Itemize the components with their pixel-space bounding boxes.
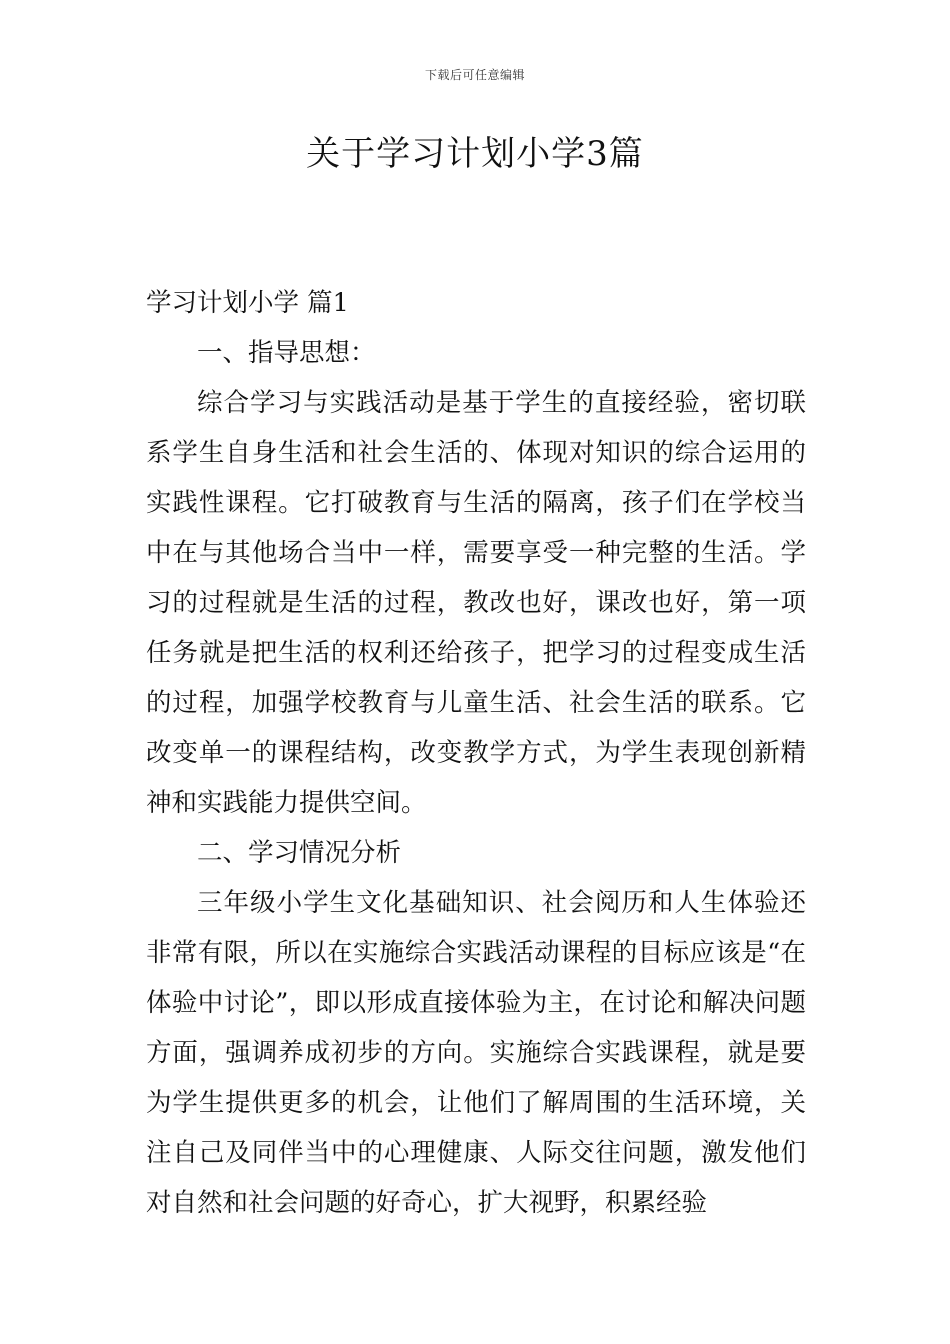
- paragraph-learning-analysis: 三年级小学生文化基础知识、社会阅历和人生体验还非常有限，所以在实施综合实践活动课程的目标应该是“在体验中讨论”，即以形成直接体验为主，在讨论和解决问题方面，强调养成初步的方向。实施综合实践课程，就是要为学生提供更多的机会，让他们了解周围的生活环境，关注自己及同伴当中的心理健康、人际交往问题，激发他们对自然和社会问题的好奇心，扩大视野，积累经验: [146, 888, 806, 1218]
- section-label: 学习计划小学 篇1: [146, 288, 349, 318]
- paragraph-guiding-thought: 综合学习与实践活动是基于学生的直接经验，密切联系学生自身生活和社会生活的、体现对知识的综合运用的实践性课程。它打破教育与生活的隔离，孩子们在学校当中在与其他场合当中一样，需要享受一种完整的生活。学习的过程就是生活的过程，教改也好，课改也好，第一项任务就是把生活的权利还给孩子，把学习的过程变成生活的过程，加强学校教育与儿童生活、社会生活的联系。它改变单一的课程结构，改变教学方式，为学生表现创新精神和实践能力提供空间。: [146, 388, 806, 818]
- header-note: 下载后可任意编辑: [424, 68, 525, 82]
- heading-learning-analysis: 二、学习情况分析: [197, 838, 402, 868]
- heading-guiding-thought: 一、指导思想：: [197, 338, 376, 368]
- document-title: 关于学习计划小学3篇: [306, 134, 644, 174]
- document-body: [146, 278, 806, 1228]
